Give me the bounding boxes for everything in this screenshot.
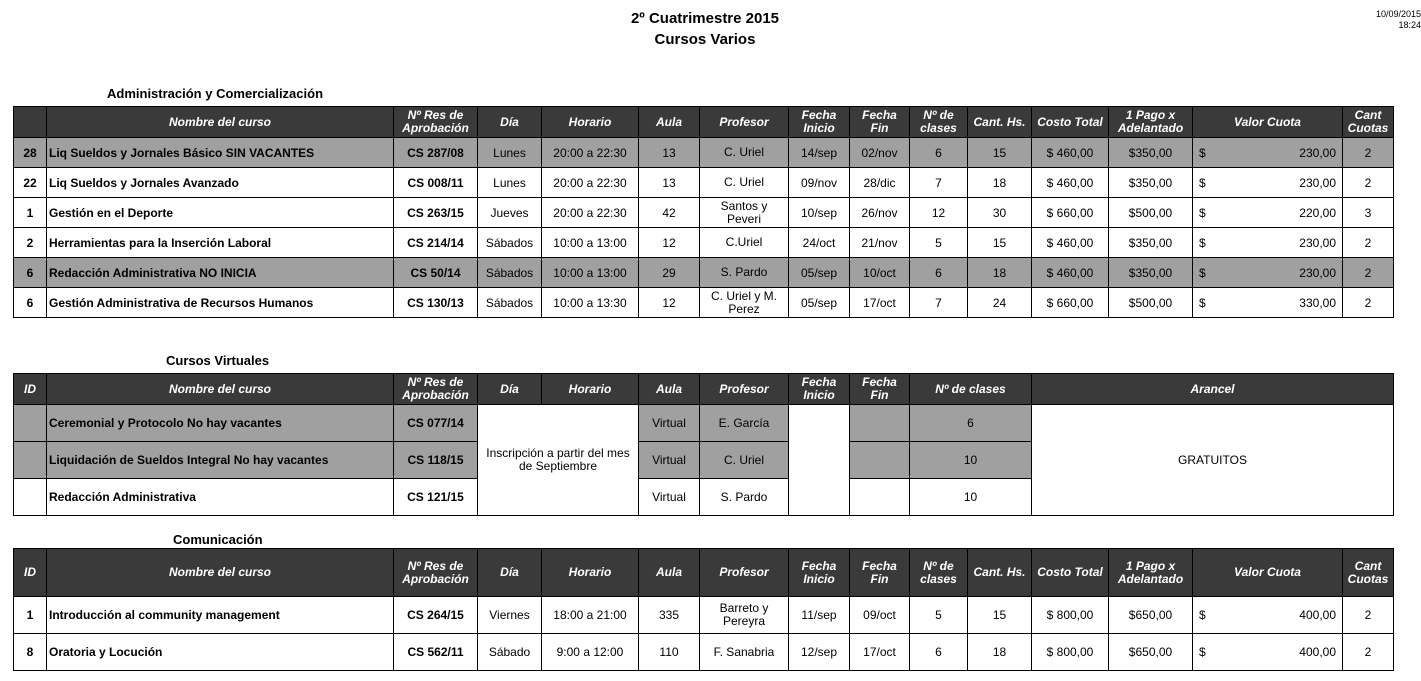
timestamp bbox=[1361, 9, 1421, 31]
column-header: Fecha Fin bbox=[850, 549, 910, 597]
cell-course-name: Redacción Administrativa NO INICIA bbox=[47, 258, 394, 288]
cell-schedule: 20:00 a 22:30 bbox=[542, 138, 639, 168]
cell-installment-value bbox=[1193, 288, 1343, 318]
column-header: Nº de clases bbox=[910, 549, 968, 597]
cell-course-name: Oratoria y Locución bbox=[47, 634, 394, 671]
cell-installment-value bbox=[1193, 138, 1343, 168]
cell-installment-value bbox=[1193, 168, 1343, 198]
cell-teacher: S. Pardo bbox=[700, 479, 789, 516]
cell-room: 13 bbox=[639, 168, 700, 198]
cell-classes: 10 bbox=[910, 442, 1032, 479]
currency-symbol: $ bbox=[1199, 295, 1206, 310]
cell-end-date bbox=[850, 405, 910, 442]
cell-id: 28 bbox=[14, 138, 47, 168]
cell-total-cost: $ 660,00 bbox=[1032, 198, 1109, 228]
cell-total-cost: $ 800,00 bbox=[1032, 597, 1109, 634]
cell-course-name: Liq Sueldos y Jornales Avanzado bbox=[47, 168, 394, 198]
column-header: Nombre del curso bbox=[47, 374, 394, 405]
cell-hours: 15 bbox=[968, 228, 1032, 258]
installment-amount: 220,00 bbox=[1299, 205, 1336, 220]
cell-resolution: CS 008/11 bbox=[394, 168, 478, 198]
cell-start-date: 14/sep bbox=[789, 138, 850, 168]
installment-amount: 230,00 bbox=[1299, 265, 1336, 280]
cell-advance-payment: $500,00 bbox=[1109, 288, 1193, 318]
cell-hours: 30 bbox=[968, 198, 1032, 228]
cell-hours: 18 bbox=[968, 634, 1032, 671]
column-header: Día bbox=[478, 549, 542, 597]
currency-symbol: $ bbox=[1199, 235, 1206, 250]
column-header: Día bbox=[478, 374, 542, 405]
cell-id: 6 bbox=[14, 258, 47, 288]
table-comunicacion bbox=[13, 548, 1394, 671]
column-header: 1 Pago x Adelantado bbox=[1109, 549, 1193, 597]
cell-day: Sábados bbox=[478, 288, 542, 318]
table-row bbox=[14, 634, 1394, 671]
cell-end-date: 21/nov bbox=[850, 228, 910, 258]
cell-teacher: E. García bbox=[700, 405, 789, 442]
cell-room: 29 bbox=[639, 258, 700, 288]
cell-teacher: C. Uriel bbox=[700, 168, 789, 198]
cell-installment-count: 2 bbox=[1343, 258, 1394, 288]
cell-end-date bbox=[850, 442, 910, 479]
table-row bbox=[14, 138, 1394, 168]
cell-id: 8 bbox=[14, 634, 47, 671]
cell-teacher: S. Pardo bbox=[700, 258, 789, 288]
cell-course-name: Herramientas para la Inserción Laboral bbox=[47, 228, 394, 258]
cell-teacher: C. Uriel bbox=[700, 442, 789, 479]
page-title: 2º Cuatrimestre 2015 bbox=[630, 10, 780, 27]
installment-amount: 400,00 bbox=[1299, 608, 1336, 622]
cell-hours: 24 bbox=[968, 288, 1032, 318]
cell-installment-count: 2 bbox=[1343, 288, 1394, 318]
column-header: Nº Res de Aprobación bbox=[394, 549, 478, 597]
cell-classes: 7 bbox=[910, 288, 968, 318]
cell-id: 1 bbox=[14, 198, 47, 228]
cell-installment-count: 2 bbox=[1343, 228, 1394, 258]
cell-total-cost: $ 660,00 bbox=[1032, 288, 1109, 318]
currency-symbol: $ bbox=[1199, 645, 1206, 659]
section-title-virtual: Cursos Virtuales bbox=[166, 353, 270, 368]
installment-amount: 400,00 bbox=[1299, 645, 1336, 659]
column-header: Nº de clases bbox=[910, 107, 968, 138]
cell-start-date: 10/sep bbox=[789, 198, 850, 228]
cell-resolution: CS 264/15 bbox=[394, 597, 478, 634]
cell-resolution: CS 562/11 bbox=[394, 634, 478, 671]
currency-symbol: $ bbox=[1199, 608, 1206, 622]
cell-installment-value bbox=[1193, 634, 1343, 671]
cell-classes: 6 bbox=[910, 634, 968, 671]
cell-advance-payment: $350,00 bbox=[1109, 168, 1193, 198]
cell-resolution: CS 118/15 bbox=[394, 442, 478, 479]
cell-end-date: 28/dic bbox=[850, 168, 910, 198]
cell-id bbox=[14, 405, 47, 442]
column-header: Horario bbox=[542, 374, 639, 405]
column-header: Costo Total bbox=[1032, 549, 1109, 597]
cell-room: 13 bbox=[639, 138, 700, 168]
column-header: Profesor bbox=[700, 107, 789, 138]
cell-installment-count: 2 bbox=[1343, 138, 1394, 168]
cell-day: Sábados bbox=[478, 228, 542, 258]
cell-schedule: 20:00 a 22:30 bbox=[542, 168, 639, 198]
currency-symbol: $ bbox=[1199, 265, 1206, 280]
cell-start-date: 24/oct bbox=[789, 228, 850, 258]
cell-schedule: 10:00 a 13:30 bbox=[542, 288, 639, 318]
cell-room: 335 bbox=[639, 597, 700, 634]
cell-advance-payment: $350,00 bbox=[1109, 228, 1193, 258]
cell-day: Sábado bbox=[478, 634, 542, 671]
column-header: Fecha Inicio bbox=[789, 374, 850, 405]
cell-resolution: CS 50/14 bbox=[394, 258, 478, 288]
cell-teacher: C. Uriel y M. Perez bbox=[700, 288, 789, 318]
column-header: Cant. Hs. bbox=[968, 549, 1032, 597]
cell-classes: 12 bbox=[910, 198, 968, 228]
column-header: Profesor bbox=[700, 549, 789, 597]
cell-hours: 15 bbox=[968, 597, 1032, 634]
cell-course-name: Introducción al community management bbox=[47, 597, 394, 634]
cell-classes: 6 bbox=[910, 138, 968, 168]
column-header: Horario bbox=[542, 549, 639, 597]
cell-resolution: CS 263/15 bbox=[394, 198, 478, 228]
cell-hours: 18 bbox=[968, 168, 1032, 198]
cell-day: Jueves bbox=[478, 198, 542, 228]
column-header: Aula bbox=[639, 549, 700, 597]
cell-advance-payment: $500,00 bbox=[1109, 198, 1193, 228]
column-header: Día bbox=[478, 107, 542, 138]
table-row bbox=[14, 405, 1394, 442]
cell-day: Lunes bbox=[478, 168, 542, 198]
table-row bbox=[14, 228, 1394, 258]
print-date: 10/09/2015 bbox=[1375, 9, 1421, 19]
table-row bbox=[14, 168, 1394, 198]
table-virtual bbox=[13, 373, 1394, 516]
cell-end-date: 10/oct bbox=[850, 258, 910, 288]
cell-classes: 5 bbox=[910, 597, 968, 634]
cell-total-cost: $ 460,00 bbox=[1032, 138, 1109, 168]
cell-advance-payment: $350,00 bbox=[1109, 138, 1193, 168]
installment-amount: 230,00 bbox=[1299, 145, 1336, 160]
cell-course-name: Liq Sueldos y Jornales Básico SIN VACANTES bbox=[47, 138, 394, 168]
cell-day: Sábados bbox=[478, 258, 542, 288]
cell-classes: 6 bbox=[910, 258, 968, 288]
cell-start-date: 09/nov bbox=[789, 168, 850, 198]
cell-course-name: Ceremonial y Protocolo No hay vacantes bbox=[47, 405, 394, 442]
cell-hours: 15 bbox=[968, 138, 1032, 168]
cell-room: 12 bbox=[639, 288, 700, 318]
column-header: Nombre del curso bbox=[47, 107, 394, 138]
cell-total-cost: $ 460,00 bbox=[1032, 258, 1109, 288]
currency-symbol: $ bbox=[1199, 145, 1206, 160]
cell-schedule: 10:00 a 13:00 bbox=[542, 258, 639, 288]
column-header: Valor Cuota bbox=[1193, 107, 1343, 138]
print-time: 18:24 bbox=[1398, 20, 1421, 30]
cell-end-date: 17/oct bbox=[850, 634, 910, 671]
section-title-admin: Administración y Comercialización bbox=[107, 86, 324, 101]
cell-teacher: C.Uriel bbox=[700, 228, 789, 258]
column-header: 1 Pago x Adelantado bbox=[1109, 107, 1193, 138]
cell-installment-count: 2 bbox=[1343, 634, 1394, 671]
cell-teacher: F. Sanabria bbox=[700, 634, 789, 671]
cell-schedule: 9:00 a 12:00 bbox=[542, 634, 639, 671]
column-header: Arancel bbox=[1032, 374, 1394, 405]
cell-classes: 7 bbox=[910, 168, 968, 198]
cell-advance-payment: $650,00 bbox=[1109, 597, 1193, 634]
cell-resolution: CS 130/13 bbox=[394, 288, 478, 318]
cell-room: 110 bbox=[639, 634, 700, 671]
table-admin bbox=[13, 106, 1394, 318]
column-header: Fecha Inicio bbox=[789, 549, 850, 597]
cell-start-date: 11/sep bbox=[789, 597, 850, 634]
cell-classes: 5 bbox=[910, 228, 968, 258]
cell-teacher: Santos y Peveri bbox=[700, 198, 789, 228]
cell-course-name: Gestión Administrativa de Recursos Humanos bbox=[47, 288, 394, 318]
cell-id: 1 bbox=[14, 597, 47, 634]
column-header: ID bbox=[14, 549, 47, 597]
cell-course-name: Liquidación de Sueldos Integral No hay vacantes bbox=[47, 442, 394, 479]
column-header bbox=[14, 107, 47, 138]
table-row bbox=[14, 597, 1394, 634]
cell-id: 22 bbox=[14, 168, 47, 198]
cell-room: 42 bbox=[639, 198, 700, 228]
column-header: Costo Total bbox=[1032, 107, 1109, 138]
cell-hours: 18 bbox=[968, 258, 1032, 288]
cell-installment-value bbox=[1193, 228, 1343, 258]
cell-id bbox=[14, 442, 47, 479]
cell-advance-payment: $350,00 bbox=[1109, 258, 1193, 288]
section-title-comunicacion: Comunicación bbox=[173, 532, 263, 547]
cell-classes: 10 bbox=[910, 479, 1032, 516]
cell-teacher: C. Uriel bbox=[700, 138, 789, 168]
cell-resolution: CS 077/14 bbox=[394, 405, 478, 442]
installment-amount: 230,00 bbox=[1299, 235, 1336, 250]
cell-course-name: Gestión en el Deporte bbox=[47, 198, 394, 228]
column-header: Horario bbox=[542, 107, 639, 138]
cell-start-date: 12/sep bbox=[789, 634, 850, 671]
currency-symbol: $ bbox=[1199, 175, 1206, 190]
arancel-value: GRATUITOS bbox=[1032, 405, 1394, 516]
column-header: Cant Cuotas bbox=[1343, 107, 1394, 138]
installment-amount: 330,00 bbox=[1299, 295, 1336, 310]
cell-schedule: 10:00 a 13:00 bbox=[542, 228, 639, 258]
column-header: Nº de clases bbox=[910, 374, 1032, 405]
cell-end-date: 09/oct bbox=[850, 597, 910, 634]
cell-end-date bbox=[850, 479, 910, 516]
cell-installment-value bbox=[1193, 258, 1343, 288]
table-row bbox=[14, 288, 1394, 318]
column-header: Cant. Hs. bbox=[968, 107, 1032, 138]
column-header: Nº Res de Aprobación bbox=[394, 374, 478, 405]
cell-installment-count: 2 bbox=[1343, 168, 1394, 198]
cell-room: Virtual bbox=[639, 479, 700, 516]
column-header: Fecha Fin bbox=[850, 107, 910, 138]
column-header: Aula bbox=[639, 107, 700, 138]
cell-day: Viernes bbox=[478, 597, 542, 634]
table-row bbox=[14, 198, 1394, 228]
cell-start-date: 05/sep bbox=[789, 288, 850, 318]
column-header: ID bbox=[14, 374, 47, 405]
cell-advance-payment: $650,00 bbox=[1109, 634, 1193, 671]
column-header: Fecha Inicio bbox=[789, 107, 850, 138]
column-header: Nombre del curso bbox=[47, 549, 394, 597]
registration-note: Inscripción a partir del mes de Septiembre bbox=[478, 405, 639, 516]
cell-resolution: CS 121/15 bbox=[394, 479, 478, 516]
cell-schedule: 20:00 a 22:30 bbox=[542, 198, 639, 228]
cell-day: Lunes bbox=[478, 138, 542, 168]
column-header: Aula bbox=[639, 374, 700, 405]
cell-installment-value bbox=[1193, 198, 1343, 228]
currency-symbol: $ bbox=[1199, 205, 1206, 220]
cell-resolution: CS 214/14 bbox=[394, 228, 478, 258]
cell-room: Virtual bbox=[639, 405, 700, 442]
column-header: Valor Cuota bbox=[1193, 549, 1343, 597]
installment-amount: 230,00 bbox=[1299, 175, 1336, 190]
column-header: Profesor bbox=[700, 374, 789, 405]
cell-id bbox=[14, 479, 47, 516]
page-subtitle: Cursos Varios bbox=[654, 31, 756, 48]
cell-total-cost: $ 460,00 bbox=[1032, 168, 1109, 198]
cell-id: 2 bbox=[14, 228, 47, 258]
column-header: Nº Res de Aprobación bbox=[394, 107, 478, 138]
cell-schedule: 18:00 a 21:00 bbox=[542, 597, 639, 634]
cell-classes: 6 bbox=[910, 405, 1032, 442]
cell-end-date: 26/nov bbox=[850, 198, 910, 228]
column-header: Fecha Fin bbox=[850, 374, 910, 405]
cell-end-date: 02/nov bbox=[850, 138, 910, 168]
cell-room: Virtual bbox=[639, 442, 700, 479]
cell-resolution: CS 287/08 bbox=[394, 138, 478, 168]
cell-start-date bbox=[789, 405, 850, 516]
column-header: Cant Cuotas bbox=[1343, 549, 1394, 597]
cell-installment-value bbox=[1193, 597, 1343, 634]
cell-teacher: Barreto y Pereyra bbox=[700, 597, 789, 634]
cell-room: 12 bbox=[639, 228, 700, 258]
cell-total-cost: $ 460,00 bbox=[1032, 228, 1109, 258]
cell-id: 6 bbox=[14, 288, 47, 318]
cell-installment-count: 3 bbox=[1343, 198, 1394, 228]
cell-total-cost: $ 800,00 bbox=[1032, 634, 1109, 671]
cell-start-date: 05/sep bbox=[789, 258, 850, 288]
table-row bbox=[14, 258, 1394, 288]
cell-course-name: Redacción Administrativa bbox=[47, 479, 394, 516]
cell-installment-count: 2 bbox=[1343, 597, 1394, 634]
cell-end-date: 17/oct bbox=[850, 288, 910, 318]
